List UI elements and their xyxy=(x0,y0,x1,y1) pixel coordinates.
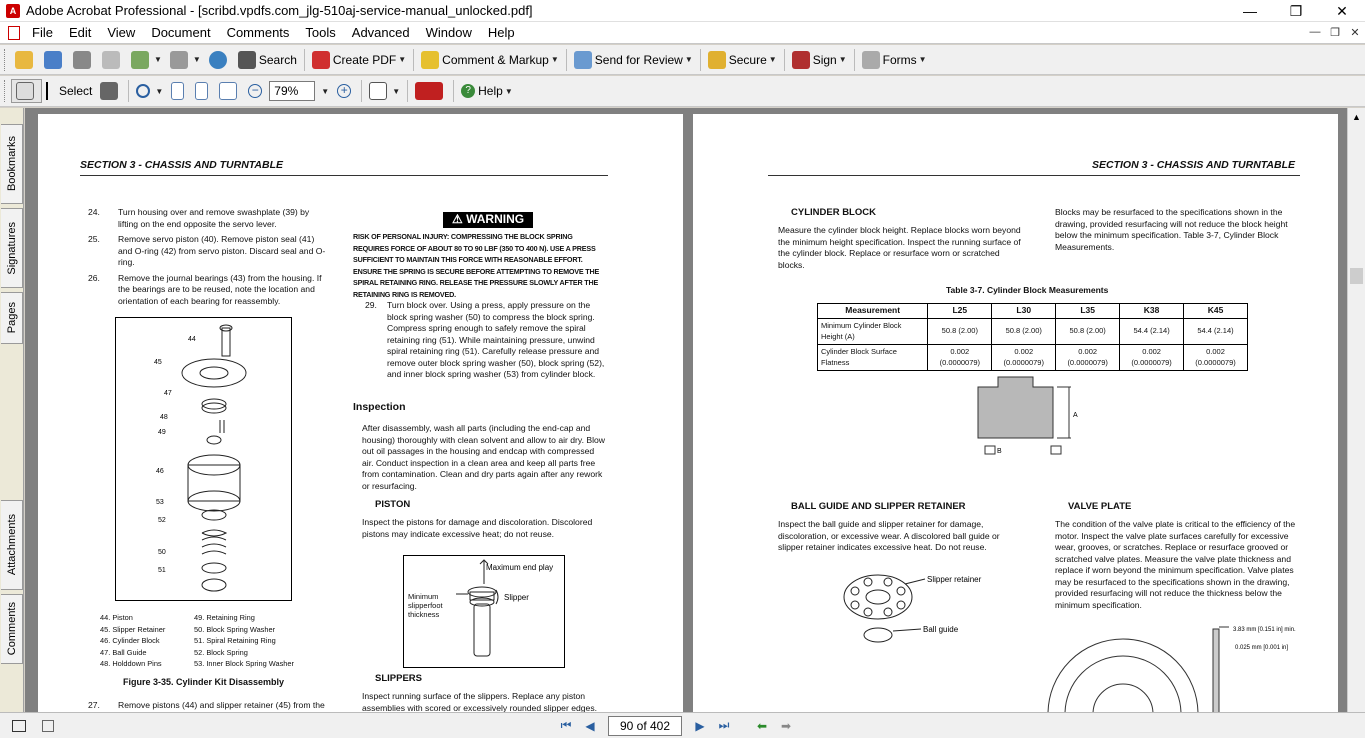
text-cursor-icon xyxy=(46,82,56,100)
list-item: 27. Remove pistons (44) and slipper retainer (45) from the xyxy=(88,700,325,710)
last-page-button[interactable]: ⏭ xyxy=(718,718,730,732)
fig-label: 52 xyxy=(158,517,166,524)
tab-signatures[interactable]: Signatures xyxy=(1,208,23,288)
cylinder-block-text2: Blocks may be resurfaced to the specifications shown in the drawing, provided resurfacing will not reduce the block height below the minimum specification. Table 3-7, Cylinder Block Measurements. xyxy=(1055,207,1288,252)
table-header: K38 xyxy=(1120,304,1184,319)
cylinder-block-drawing xyxy=(973,372,1093,462)
review-icon xyxy=(574,51,592,69)
list-item: 29. Turn block over. Using a press, apply pressure on the block spring washer (50) to compress the block spring. Compress spring enough to safely remove the spiral retaining ring (51). While maintaining pressure, unwind spiral retaining ring (51). Carefully release pressure and remove outer block spring washer (50), block spring (52), and inner block spring washer (53) from cylinder block. xyxy=(365,300,605,379)
fig-label: 53 xyxy=(156,499,164,506)
fig-label: 45 xyxy=(154,359,162,366)
secure-button[interactable]: Secure ▼ xyxy=(704,48,781,72)
actual-size-button[interactable] xyxy=(167,79,191,103)
menu-help[interactable]: Help xyxy=(487,24,515,40)
cylinder-block-table xyxy=(817,303,1248,371)
tab-pages[interactable]: Pages xyxy=(1,292,23,344)
help-icon: ? xyxy=(461,84,475,98)
globe-icon xyxy=(209,51,227,69)
vertical-scrollbar[interactable] xyxy=(1347,108,1365,712)
status-bar xyxy=(0,712,1365,738)
print-button[interactable] xyxy=(98,48,127,72)
doc-restore-button[interactable]: ❐ xyxy=(1330,27,1340,39)
prev-page-button[interactable]: ◀ xyxy=(585,718,595,733)
rotate-button[interactable]: ▼ xyxy=(365,79,404,103)
magnifier-icon xyxy=(136,84,150,98)
maximize-button[interactable]: ❐ xyxy=(1289,2,1303,19)
fig-label: 49 xyxy=(158,429,166,436)
yahoo-search-button[interactable] xyxy=(411,79,450,103)
email-button[interactable]: ▼ xyxy=(127,48,166,72)
hand-icon xyxy=(16,82,34,100)
ball-guide-text: Inspect the ball guide and slipper retainer for damage, discoloration, or excessive wear. A discolored ball guide or slipper retainer indicates excessive heat. Do not reuse. xyxy=(778,519,1000,552)
menu-document[interactable]: Document xyxy=(151,24,211,40)
section-header: SECTION 3 - CHASSIS AND TURNTABLE xyxy=(1091,159,1295,171)
camera-icon xyxy=(100,82,118,100)
list-item: 25. Remove servo piston (40). Remove piston seal (41) and O-ring (42) from servo piston. Discard seal and O-ring. xyxy=(88,234,326,267)
table-header: K45 xyxy=(1184,304,1248,319)
send-for-review-button[interactable]: Send for Review ▼ xyxy=(570,48,697,72)
print-icon xyxy=(102,51,120,69)
document-page-left xyxy=(38,114,683,712)
create-pdf-button[interactable]: Create PDF ▼ xyxy=(308,48,410,72)
next-view-button[interactable]: ➡ xyxy=(780,718,792,733)
organizer-icon xyxy=(44,51,62,69)
fig-label: 47 xyxy=(164,390,172,397)
zoom-in-button[interactable] xyxy=(333,79,358,103)
scroll-up-arrow[interactable]: ▲ xyxy=(1352,112,1361,122)
inspection-heading: Inspection xyxy=(353,401,406,413)
pen-icon xyxy=(792,51,810,69)
menu-file[interactable]: File xyxy=(32,24,53,40)
scroll-thumb[interactable] xyxy=(1350,268,1363,284)
minus-circle-icon: − xyxy=(248,84,262,98)
slippers-text: Inspect running surface of the slippers. Replace any piston assemblies with scored or excessively rounded slipper edges. xyxy=(362,691,598,712)
single-page-icon[interactable] xyxy=(42,720,54,732)
folder-open-icon xyxy=(15,51,33,69)
forms-icon xyxy=(862,51,880,69)
valve-plate-drawing xyxy=(1043,619,1305,712)
zoom-tool-button[interactable]: ▼ xyxy=(132,79,167,103)
zoom-out-button[interactable] xyxy=(244,79,269,103)
fig-label: 3.83 mm [0.151 in] min. xyxy=(1233,627,1296,633)
fig-label: Minimum slipperfoot thickness xyxy=(408,592,443,619)
valve-plate-heading: VALVE PLATE xyxy=(1068,501,1132,512)
yahoo-icon xyxy=(415,82,443,100)
hand-tool-button[interactable] xyxy=(11,79,42,103)
fig-label: Slipper retainer xyxy=(927,575,982,584)
fit-width-icon xyxy=(219,82,237,100)
first-page-button[interactable]: ⏮ xyxy=(560,718,572,732)
dim-label: B xyxy=(997,448,1002,455)
warning-banner: ⚠ WARNING xyxy=(443,212,533,228)
window-title: Adobe Acrobat Professional - [scribd.vpdfs.com_jlg-510aj-service-manual_unlocked.pdf] xyxy=(26,3,533,18)
binoculars-icon xyxy=(238,51,256,69)
fig-label: 46 xyxy=(156,468,164,475)
figure-legend-b: 49. Retaining Ring 50. Block Spring Washer 51. Spiral Retaining Ring 52. Block Spring 53. Inner Block Spring Washer xyxy=(194,613,294,668)
slippers-heading: SLIPPERS xyxy=(375,673,422,684)
fit-page-button[interactable] xyxy=(191,79,215,103)
open-button[interactable] xyxy=(11,48,40,72)
section-header: SECTION 3 - CHASSIS AND TURNTABLE xyxy=(80,159,284,171)
cylinder-kit-figure xyxy=(115,317,292,601)
save-button[interactable] xyxy=(69,48,98,72)
navigation-toolbar xyxy=(0,76,1365,107)
search-button[interactable]: Search xyxy=(234,48,301,72)
lock-icon xyxy=(708,51,726,69)
cylinder-block-text: Measure the cylinder block height. Replace blocks worn beyond the minimum height specification. Inspect the running surface of the cylinder block. Replace or resurface worn or scratched blocks. xyxy=(778,225,1021,270)
fig-label: 0.025 mm [0.001 in] xyxy=(1235,645,1289,651)
select-tool-button[interactable]: Select xyxy=(42,79,96,103)
table-header: L35 xyxy=(1056,304,1120,319)
document-page-right xyxy=(693,114,1338,712)
snapshot-button[interactable] xyxy=(96,79,125,103)
table-row: Minimum Cylinder Block Height (A) 50.8 (2.00) 50.8 (2.00) 50.8 (2.00) 54.4 (2.14) 54.4 (2.14) xyxy=(818,318,1248,344)
close-button[interactable]: ✕ xyxy=(1336,2,1348,19)
fig-label: 44 xyxy=(188,336,196,343)
email-icon xyxy=(131,51,149,69)
dim-label: A xyxy=(1073,412,1078,419)
organizer-button[interactable] xyxy=(40,48,69,72)
save-icon xyxy=(73,51,91,69)
fit-width-button[interactable] xyxy=(215,79,244,103)
comment-markup-button[interactable]: Comment & Markup ▼ xyxy=(417,48,563,72)
zoom-dropdown[interactable]: ▼ xyxy=(321,86,330,96)
valve-plate-text: The condition of the valve plate is critical to the efficiency of the motor. Inspect the valve plate surfaces carefully for excessive wear, grooves, or scratches. Replace or resurface grooved or scratched valve plates. Measure the valve plate thickness and replace if worn beyond the minimum specification. Valve plates may be resurfaced to the specifications shown in the drawing, provided resurfacing will not reduce the thickness below the minimum specification. xyxy=(1055,519,1296,610)
table-header: Measurement xyxy=(818,304,928,319)
table-title: Table 3-7. Cylinder Block Measurements xyxy=(946,285,1109,295)
piston-figure xyxy=(403,555,565,668)
next-page-button[interactable]: ▶ xyxy=(695,718,705,733)
help-button[interactable]: ? Help ▼ xyxy=(457,79,517,103)
navigation-panel xyxy=(0,108,24,712)
menu-view[interactable]: View xyxy=(107,24,136,40)
menu-bar xyxy=(0,22,1365,44)
internet-button[interactable] xyxy=(205,48,234,72)
cylinder-block-heading: CYLINDER BLOCK xyxy=(791,207,876,218)
create-pdf-icon xyxy=(312,51,330,69)
document-view[interactable] xyxy=(25,108,1347,712)
menu-advanced[interactable]: Advanced xyxy=(351,24,410,40)
warning-text: RISK OF PERSONAL INJURY: COMPRESSING THE BLOCK SPRING REQUIRES FORCE OF ABOUT 80 TO 90 LBF (350 TO 400 N). USE A PRESS SUFFICIENT TO MAINTAIN THIS FORCE WITH REASONABLE EFFORT. ENSURE THE SPRING IS SECURE BEFORE ATTEMPTING TO REMOVE THE SPIRAL RETAINING RING. RELEASE THE PRESSURE SLOWLY AFTER THE RETAINING RING IS REMOVED. xyxy=(353,232,600,299)
figure-legend-a: 44. Piston 45. Slipper Retainer 46. Cylinder Block 47. Ball Guide 48. Holddown Pins xyxy=(100,613,166,668)
document-icon xyxy=(8,26,20,40)
fig-label: 48 xyxy=(160,414,168,421)
fig-label: Slipper xyxy=(504,593,529,602)
table-header: L25 xyxy=(928,304,992,319)
figure-caption: Figure 3-35. Cylinder Kit Disassembly xyxy=(123,677,285,687)
table-header: L30 xyxy=(992,304,1056,319)
menu-edit[interactable]: Edit xyxy=(68,24,92,40)
page-number-input[interactable]: 90 of 402 xyxy=(608,716,682,736)
cylinder-kit-drawing xyxy=(116,318,291,600)
attach-button[interactable]: ▼ xyxy=(166,48,205,72)
tab-bookmarks[interactable]: Bookmarks xyxy=(1,124,23,204)
tab-attachments[interactable]: Attachments xyxy=(1,500,23,590)
ball-guide-heading: BALL GUIDE AND SLIPPER RETAINER xyxy=(791,501,966,512)
forms-button[interactable]: Forms ▼ xyxy=(858,48,931,72)
sign-button[interactable]: Sign ▼ xyxy=(788,48,851,72)
fig-label: 51 xyxy=(158,567,166,574)
ball-guide-drawing xyxy=(833,569,1013,649)
table-row: Cylinder Block Surface Flatness 0.002 (0.0000079) 0.002 (0.0000079) 0.002 (0.0000079) 0.002 (0.0000079) 0.002 (0.0000079) xyxy=(818,344,1248,370)
rotate-icon xyxy=(369,82,387,100)
acrobat-app-icon: A xyxy=(6,4,20,18)
doc-close-button[interactable]: ✕ xyxy=(1350,27,1360,39)
menu-tools[interactable]: Tools xyxy=(305,24,336,40)
previous-view-button[interactable]: ⬅ xyxy=(756,718,768,733)
comment-icon xyxy=(421,51,439,69)
plus-circle-icon: + xyxy=(337,84,351,98)
menu-window[interactable]: Window xyxy=(425,24,472,40)
piston-text: Inspect the pistons for damage and discoloration. Discolored pistons may indicate excessive heat; do not reuse. xyxy=(362,517,593,539)
piston-heading: PISTON xyxy=(375,499,411,510)
zoom-level-input[interactable]: 79% xyxy=(269,81,315,101)
fit-page-icon xyxy=(195,82,208,100)
page-layout-icon[interactable] xyxy=(12,720,26,732)
fig-label: Ball guide xyxy=(923,625,959,634)
title-bar xyxy=(0,0,1365,22)
inspection-text: After disassembly, wash all parts (including the end-cap and housing) thoroughly with clean solvent and allow to air dry. Blow out oil passages in the housing and endcap with compressed air. Conduct inspection in a clean area and keep all parts free from contamination. Clean and dry parts again after any rework or resurfacing. xyxy=(362,423,605,491)
page-icon xyxy=(171,82,184,100)
fig-label: Maximum end play xyxy=(486,563,554,572)
list-item: 24. Turn housing over and remove swashplate (39) by lifting on the end opposite the servo lever. xyxy=(88,207,310,229)
paperclip-icon xyxy=(170,51,188,69)
disassembly-steps xyxy=(88,207,330,311)
file-toolbar xyxy=(0,45,1365,75)
minimize-button[interactable]: — xyxy=(1243,2,1257,19)
fig-label: 50 xyxy=(158,549,166,556)
menu-comments[interactable]: Comments xyxy=(226,24,290,40)
tab-comments[interactable]: Comments xyxy=(1,594,23,664)
doc-minimize-button[interactable]: — xyxy=(1309,26,1321,38)
list-item: 26. Remove the journal bearings (43) from the housing. If the bearings are to be reused, note the location and orientation of each bearing for reassembly. xyxy=(88,272,322,306)
